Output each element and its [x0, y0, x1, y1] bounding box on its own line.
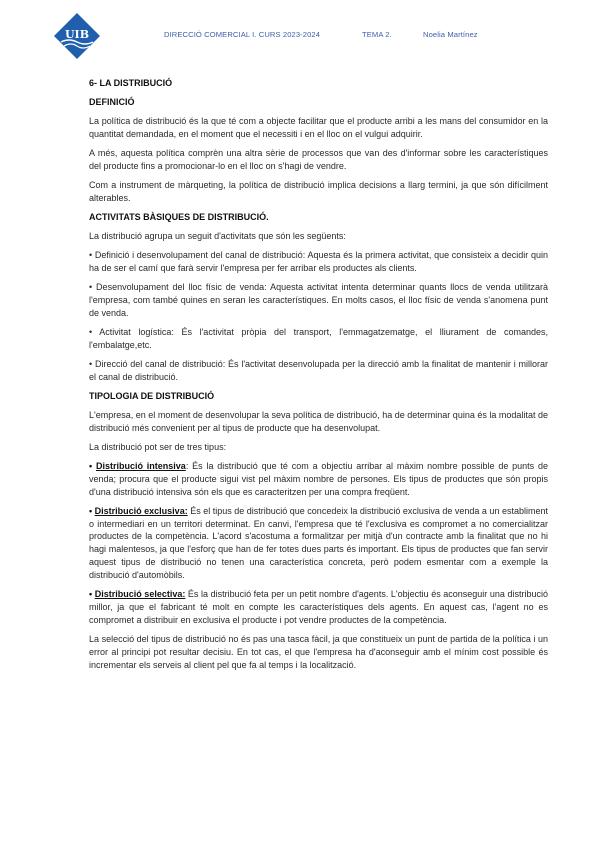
term-selectiva: Distribució selectiva: — [94, 589, 186, 600]
document-body — [89, 77, 548, 678]
tipus-selectiva — [89, 588, 548, 627]
heading-tipologia: TIPOLOGIA DE DISTRIBUCIÓ — [89, 390, 215, 401]
term-intensiva: Distribució intensiva — [95, 460, 186, 471]
description-intensiva: És la distribució que té com a objectiu arribar al màxim nombre possible de punts de venda; procura que el producte sigui vist pel màxim nombre de persones. Els tipus de productes que són propis d'una distribució intensiva són els que es caracteritzen per una compra freqüent. — [89, 460, 548, 497]
uib-logo — [52, 11, 102, 61]
definicio-paragraph-1: La política de distribució és la que té com a objecte facilitar que el producte arribi a les mans del consumidor en la quantitat demandada, en el moment que el necessiti i en el lloc on el vulgui adquirir. — [89, 115, 548, 139]
section-title: 6- LA DISTRIBUCIÓ — [89, 78, 173, 88]
bullet: • — [89, 460, 96, 471]
description-exclusiva: És el tipus de distribució que concedeix la distribució exclusiva de venda a un establiment o intermediari en un territori determinat. En canvi, l'empresa que té l'exclusiva es compromet a no comercialitzar productes de la competència. L'acord s'acostuma a formalitzar per mitjà d'un contracte amb la finalitat que no hi hagi malentesos, ja que l'esforç que han de fer totes dues parts és important. Els tipus de productes que fan servir aquest tipus de distribució no tenen una característica concreta, però podem esmentar com a exemple la distribució d'automòbils. — [89, 505, 548, 581]
definicio-paragraph-3: Com a instrument de màrqueting, la política de distribució implica decisions a llarg termini, ja que són difícilment alterables. — [89, 179, 548, 203]
activitats-intro: La distribució agrupa un seguit d'activitats que són les següents: — [89, 230, 346, 241]
activitat-item: • Direcció del canal de distribució: És l'activitat desenvolupada per la direcció amb la finalitat de mantenir i millorar el canal de distribució. — [89, 358, 548, 382]
tipologia-paragraph-2: La distribució pot ser de tres tipus: — [89, 441, 227, 452]
header-topic: TEMA 2. — [362, 30, 392, 39]
activitat-item: • Desenvolupament del lloc físic de venda: Aquesta activitat intenta determinar quants llocs de venda utilitzarà l'empresa, com també quines en seran les característiques. En molts casos, el lloc físic de venda s'anomena punt de venda. — [89, 281, 548, 318]
header-course: DIRECCIÓ COMERCIAL I. CURS 2023-2024 — [164, 30, 321, 39]
logo-text: UIB — [64, 28, 90, 41]
bullet: • — [89, 505, 95, 516]
activitat-item: • Definició i desenvolupament del canal de distribució: Aquesta és la primera activitat, que consisteix a decidir quin ha de ser el camí que farà servir l'empresa per fer arribar els productes als clients. — [89, 249, 548, 273]
definicio-paragraph-2: A més, aquesta política comprèn una altra sèrie de processos que van des d'informar sobre les característiques del producte fins a promocionar-lo en el lloc on s'hagi de vendre. — [89, 147, 548, 171]
term-exclusiva: Distribució exclusiva: — [94, 505, 188, 516]
tipus-exclusiva — [89, 505, 548, 582]
header-author: Noelia Martínez — [423, 30, 478, 39]
bullet: • — [89, 589, 95, 600]
page-header — [0, 0, 600, 70]
term-separator: : — [185, 460, 193, 471]
tipus-intensiva — [89, 460, 548, 499]
description-selectiva: És la distribució feta per un petit nombre d'agents. L'objectiu és aconseguir una distribució millor, ja que el fabricant té molt en compte les característiques dels agents. En aquest cas, l'agent no es compromet a distribuir en exclusiva el producte i pot vendre productes de la competència. — [89, 589, 548, 626]
tipologia-paragraph-1: L'empresa, en el moment de desenvolupar la seva política de distribució, ha de determinar quina és la modalitat de distribució més convenient per al tipus de producte que ha desenvolupat. — [89, 409, 548, 433]
tipologia-closing: La selecció del tipus de distribució no és pas una tasca fàcil, ja que constitueix un punt de partida de la política i un error al principi pot resultar decisiu. En tot cas, el que l'empresa ha d'aconseguir amb el mínim cost possible és incrementar els serveis al client pel que fa al temps i la localització. — [89, 634, 548, 670]
heading-definicio: DEFINICIÓ — [89, 96, 135, 107]
activitat-item: • Activitat logística: És l'activitat pròpia del transport, l'emmagatzematge, el lliurament de comandes, l'embalatge,etc. — [89, 326, 548, 350]
heading-activitats: ACTIVITATS BÀSIQUES DE DISTRIBUCIÓ. — [89, 211, 269, 222]
